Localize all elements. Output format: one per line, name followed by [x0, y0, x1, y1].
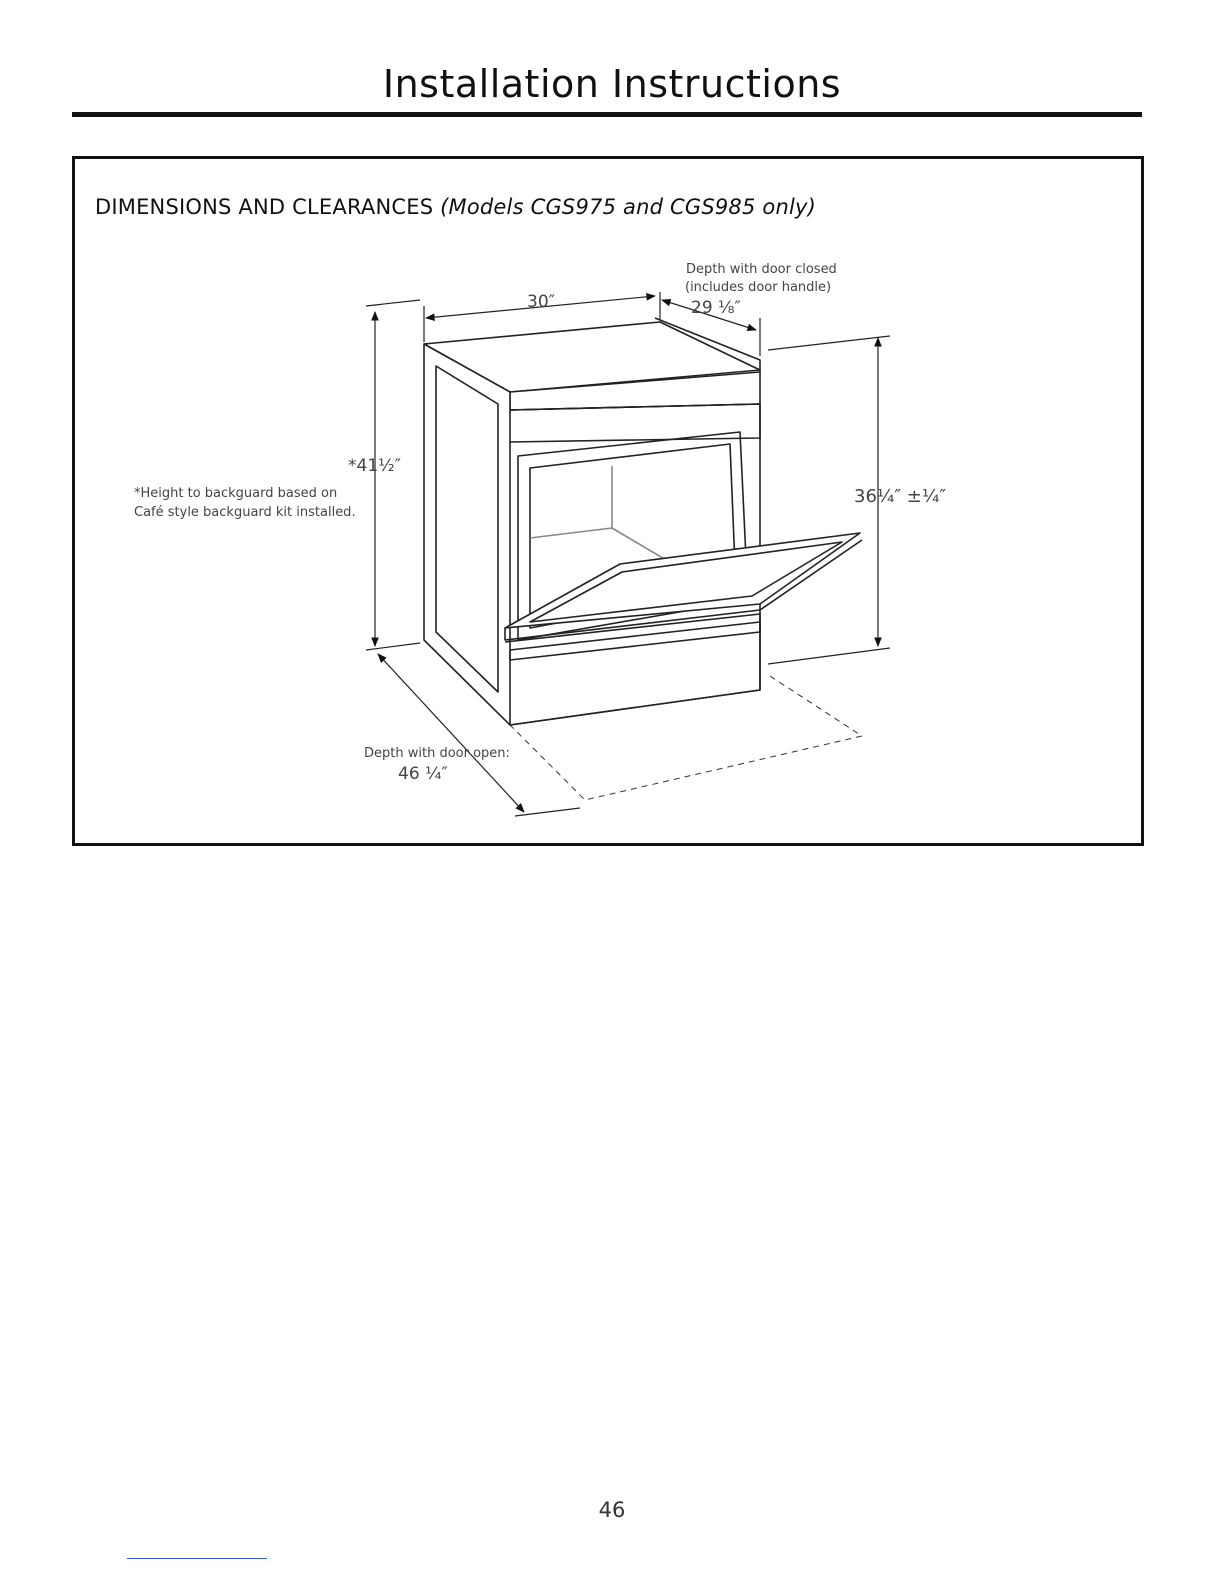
height-value: 36¼″ ±¼″	[854, 486, 947, 507]
depth-open-caption: Depth with door open:	[364, 746, 510, 761]
door-swing-outline	[510, 676, 862, 800]
section-heading-models: (Models CGS975 and CGS985 only)	[440, 195, 817, 219]
range-side-panel	[424, 344, 510, 725]
footer-rule	[127, 1558, 267, 1559]
depth-closed-value: 29 ⅛″	[691, 298, 741, 318]
range-illustration	[424, 318, 862, 725]
page-number: 46	[598, 1498, 626, 1522]
height-backguard-value: *41½″	[348, 456, 401, 476]
section-heading-main: DIMENSIONS AND CLEARANCES	[95, 195, 434, 219]
backguard-note-line2: Café style backguard kit installed.	[134, 505, 356, 520]
storage-drawer	[505, 614, 760, 725]
width-label: 30″	[527, 292, 555, 312]
depth-closed-caption-line1: Depth with door closed	[686, 262, 837, 277]
range-front-upper-band	[510, 404, 760, 442]
depth-open-value: 46 ¼″	[398, 764, 448, 784]
backguard-note-line1: *Height to backguard based on	[134, 486, 338, 501]
oven-cavity-floor	[530, 528, 612, 538]
depth-closed-caption-line2: (includes door handle)	[685, 280, 832, 295]
page-title: Installation Instructions	[382, 62, 842, 106]
